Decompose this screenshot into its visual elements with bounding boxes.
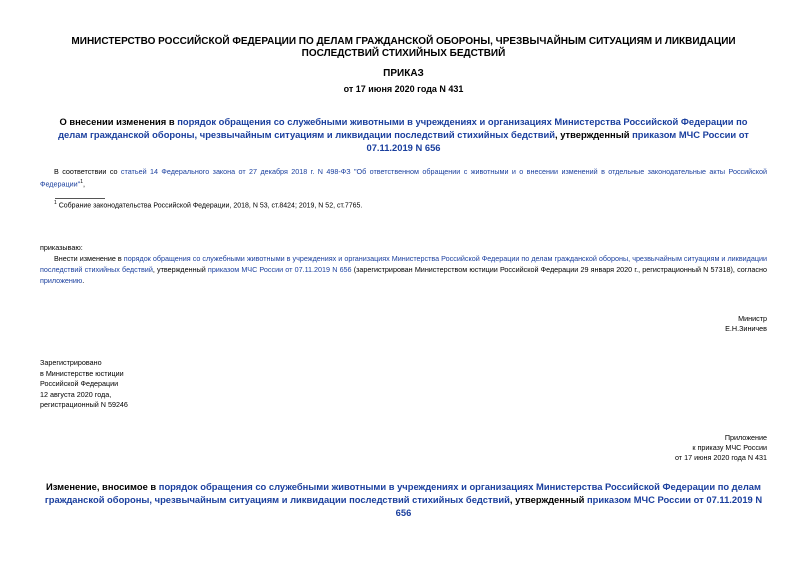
change-title-link-order-656[interactable]: приказом МЧС России от 07.11.2019 N 656 (395, 494, 763, 518)
footnote-ref[interactable]: 1 (80, 179, 83, 185)
footnote-divider (55, 198, 105, 199)
para2-link-order-656[interactable]: приказом МЧС России от 07.11.2019 N 656 (207, 265, 352, 274)
appendix-line: от 17 июня 2020 года N 431 (674, 453, 767, 462)
registration-line: регистрационный N 59246 (40, 400, 128, 409)
change-title (40, 480, 767, 519)
appendix-block (675, 433, 767, 463)
para2-suffix: . (82, 276, 85, 285)
para1-prefix: В соответствии со (54, 167, 121, 176)
signature-block (725, 314, 767, 334)
signature-title: Министр (738, 314, 767, 323)
para1-link-law[interactable]: статьей 14 Федерального закона от 27 декабря 2018 г. N 498-ФЗ "Об ответственном обращении с животными и о внесении изменений в отдельные законодательные акты Российской Федерации" (40, 167, 767, 189)
para2-link-procedure[interactable]: порядок обращения со служебными животными в учреждениях и организациях Министерства Российской Федерации по делам гражданской обороны, чрезвычайным ситуациям и ликвидации последствий стихийных бедствий (40, 254, 767, 274)
registration-block (40, 358, 128, 411)
para2-prefix: Внести изменение в (54, 254, 124, 263)
para2-link-appendix[interactable]: приложению (40, 276, 83, 285)
order-title (45, 115, 762, 154)
order-date: от 17 июня 2020 года N 431 (343, 84, 464, 94)
title-middle: , утвержденный (554, 129, 633, 140)
title-link-order-656[interactable]: приказом МЧС России от 07.11.2019 N 656 (366, 129, 749, 153)
document-type: ПРИКАЗ (383, 68, 424, 79)
change-title-middle: , утвержденный (509, 494, 587, 505)
paragraph-change (40, 253, 767, 286)
title-link-procedure[interactable]: порядок обращения со служебными животными в учреждениях и организациях Министерства Российской Федерации по делам гражданской обороны, чрезвычайным ситуациям и ликвидации последствий стихийных бедствий (58, 116, 748, 140)
signature-name: Е.Н.Зиничев (725, 324, 767, 333)
appendix-line: Приложение (724, 433, 767, 442)
order-word: приказываю: (40, 243, 83, 252)
paragraph-basis (40, 166, 767, 189)
registration-line: Российской Федерации (40, 379, 119, 388)
registration-line: Зарегистрировано (40, 358, 102, 367)
para1-suffix: , (82, 179, 85, 189)
registration-line: 12 августа 2020 года, (40, 389, 112, 399)
para2-middle: , утвержденный (152, 265, 208, 274)
title-prefix: О внесении изменения в (59, 116, 178, 127)
change-title-link-procedure[interactable]: порядок обращения со служебными животными в учреждениях и организациях Министерства Российской Федерации по делам гражданской обороны, чрезвычайным ситуациям и ликвидации последствий стихийных бедствий (44, 481, 761, 505)
appendix-line: к приказу МЧС России (692, 443, 767, 452)
footnote-text: Собрание законодательства Российской Федерации, 2018, N 53, ст.8424; 2019, N 52, ст.7765. (56, 202, 363, 210)
footnote (54, 200, 362, 209)
ministry-heading: МИНИСТЕРСТВО РОССИЙСКОЙ ФЕДЕРАЦИИ ПО ДЕЛАМ ГРАЖДАНСКОЙ ОБОРОНЫ, ЧРЕЗВЫЧАЙНЫМ СИТУАЦИЯМ И ЛИКВИДАЦИИ ПОСЛЕДСТВИЙ СТИХИЙНЫХ БЕДСТВИЙ (71, 36, 736, 59)
change-title-prefix: Изменение, вносимое в (46, 481, 159, 492)
registration-line: в Министерстве юстиции (40, 368, 124, 378)
para2-middle2: (зарегистрирован Министерством юстиции Российской Федерации 29 января 2020 г., регистрационный N 57318), согласно (351, 265, 767, 274)
footnote-mark: 1 (54, 200, 57, 206)
